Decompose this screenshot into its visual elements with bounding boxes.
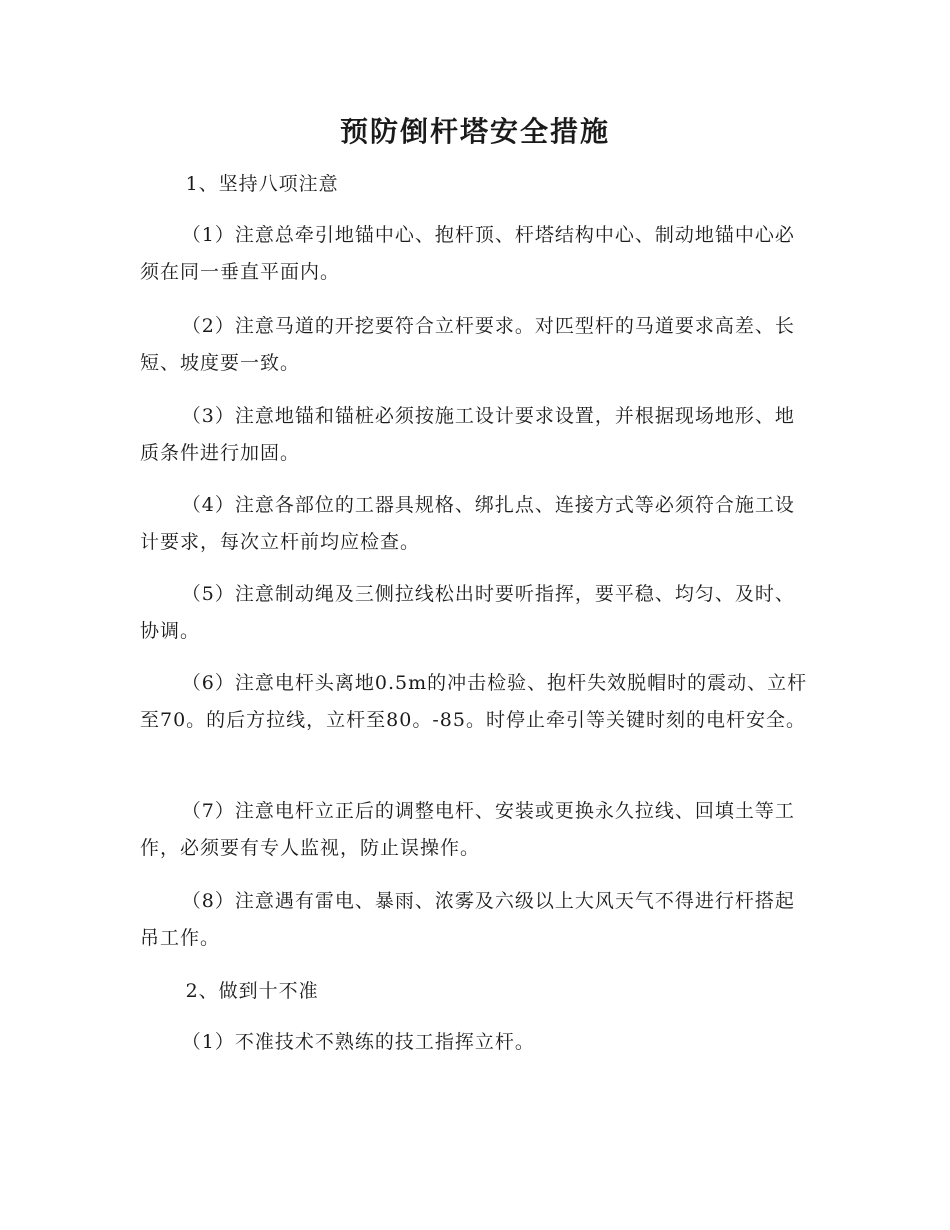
section-heading-2: 2、做到十不准 — [185, 980, 319, 1002]
list-item-1-8: （8）注意遇有雷电、暴雨、浓雾及六级以上大风天气不得进行杆搭起吊工作。 — [140, 890, 795, 949]
list-item-1-1: （1）注意总牵引地锚中心、抱杆顶、杆塔结构中心、制动地锚中心必须在同一垂直平面内。 — [140, 224, 795, 283]
list-item-1-5: （5）注意制动绳及三侧拉线松出时要听指挥，要平稳、均匀、及时、协调。 — [140, 583, 795, 642]
document-title: 预防倒杆塔安全措施 — [339, 115, 610, 148]
list-item-1-7: （7）注意电杆立正后的调整电杆、安装或更换永久拉线、回填土等工作，必须要有专人监视，防止误操作。 — [140, 800, 795, 859]
section-heading-1: 1、坚持八项注意 — [185, 173, 339, 195]
list-item-1-4: （4）注意各部位的工器具规格、绑扎点、连接方式等必须符合施工设计要求，每次立杆前均应检查。 — [140, 494, 795, 553]
list-item-1-2: （2）注意马道的开挖要符合立杆要求。对匹型杆的马道要求高差、长短、坡度要一致。 — [140, 315, 795, 374]
list-item-1-6: （6）注意电杆头离地0.5m的冲击检验、抱杆失效脱帽时的震动、立杆至70。的后方拉线，立杆至80。-85。时停止牵引等关键时刻的电杆安全。 — [140, 672, 808, 731]
list-item-1-3: （3）注意地锚和锚桩必须按施工设计要求设置，并根据现场地形、地质条件进行加固。 — [140, 405, 795, 464]
list-item-2-1: （1）不准技术不熟练的技工指挥立杆。 — [181, 1031, 535, 1053]
